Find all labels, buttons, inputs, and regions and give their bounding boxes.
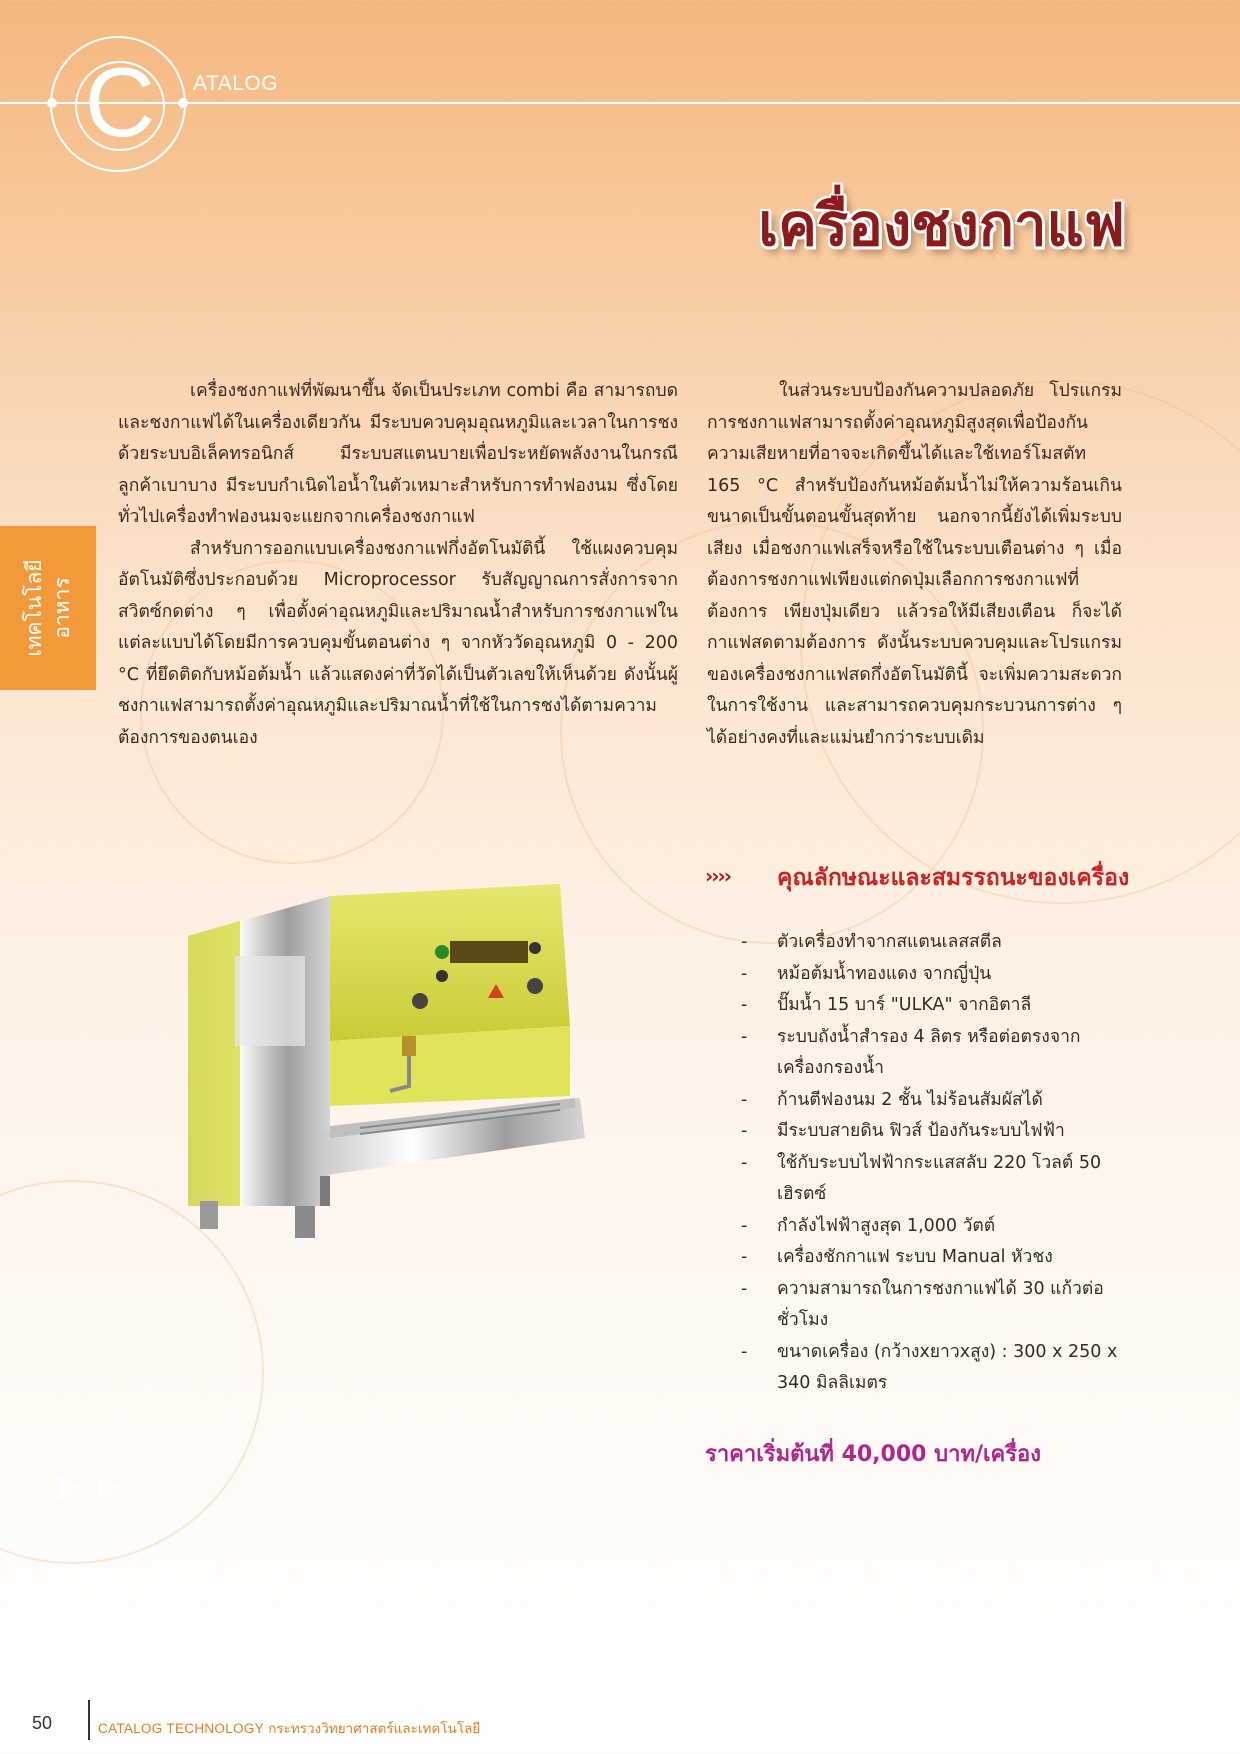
footer-ministry: กระทรวงวิทยาศาสตร์และเทคโนโลยี [268, 1721, 481, 1737]
feature-item: - ระบบถังน้ำสำรอง 4 ลิตร หรือต่อตรงจากเครื่องกรองน้ำ [777, 1022, 1125, 1085]
body-paragraph: เครื่องชงกาแฟที่พัฒนาขึ้น จัดเป็นประเภท combi คือ สามารถบดและชงกาแฟได้ในเครื่องเดียวกัน มีระบบควบคุมอุณหภูมิและเวลาในการชงด้วยระบบอิเล็คทรอนิกส์ มีระบบสแตนบายเพื่อประหยัดพลังงานในกรณีลูกค้าเบาบาง มีระบบกำเนิดไอน้ำในตัวเหมาะสำหรับการทำฟองนม ซึ่งโดยทั่วไปเครื่องทำฟองนมจะแยกจากเครื่องชงกาแฟ [118, 381, 678, 527]
body-right-column [707, 376, 1122, 754]
logo-dot-right [178, 98, 188, 108]
body-left-column [118, 376, 678, 754]
section-arrows-icon: ›››› [705, 864, 730, 888]
category-tab-label [20, 559, 76, 656]
feature-item: - หม้อต้มน้ำทองแดง จากญี่ปุ่น [777, 959, 1125, 991]
category-tab-line1: เทคโนโลยี [22, 559, 46, 657]
page-number: 50 [32, 1713, 53, 1733]
footer-divider [88, 1700, 90, 1740]
logo-dot-left [47, 98, 57, 108]
catalog-label: ATALOG [193, 72, 279, 95]
feature-item: - ขนาดเครื่อง (กว้างxยาวxสูง) : 300 x 250 x 340 มิลลิเมตร [777, 1337, 1125, 1400]
coffee-machine-photo [180, 876, 620, 1266]
feature-item: - ก้านตีฟองนม 2 ชั้น ไม่ร้อนสัมผัสได้ [777, 1085, 1125, 1117]
logo-letter: C [84, 47, 156, 157]
decorative-arrow-icon [98, 1474, 120, 1500]
feature-item: - กำลังไฟฟ้าสูงสุด 1,000 วัตต์ [777, 1211, 1125, 1243]
feature-item: - ตัวเครื่องทำจากสแตนเลสสตีล [777, 927, 1125, 959]
price-text: ราคาเริ่มต้นที่ 40,000 บาท/เครื่อง [705, 1442, 1041, 1467]
body-paragraph: สำหรับการออกแบบเครื่องชงกาแฟกึ่งอัตโนมัตินี้ ใช้แผงควบคุมอัตโนมัติซึ่งประกอบด้วย Microprocessor รับสัญญาณการสั่งการจากสวิตซ์กดต่าง ๆ เพื่อตั้งค่าอุณหภูมิและปริมาณน้ำสำหรับการชงกาแฟในแต่ละแบบได้โดยมีการควบคุมขั้นตอนต่าง ๆ จากหัววัดอุณหภูมิ 0 - 200 °C ที่ยึดติดกับหม้อต้มน้ำ แล้วแสดงค่าที่วัดได้เป็นตัวเลขให้เห็นด้วย ดังนั้นผู้ชงกาแฟสามารถตั้งค่าอุณหภูมิและปริมาณน้ำที่ใช้ในการชงได้ตามความต้องการของตนเอง [118, 538, 678, 748]
decorative-arrow-icon [58, 1474, 80, 1500]
feature-item: - ปั๊มน้ำ 15 บาร์ "ULKA" จากอิตาลี [777, 990, 1125, 1022]
category-tab-line2: อาหาร [50, 577, 74, 639]
page-title: เครื่องชงกาแฟ [758, 191, 1125, 259]
feature-item: - มีระบบสายดิน ฟิวส์ ป้องกันระบบไฟฟ้า [777, 1116, 1125, 1148]
feature-item: - ใช้กับระบบไฟฟ้ากระแสสลับ 220 โวลต์ 50 เฮิรตซ์ [777, 1148, 1125, 1211]
feature-item: - ความสามารถในการชงกาแฟได้ 30 แก้วต่อชั่วโมง [777, 1274, 1125, 1337]
features-heading: คุณลักษณะและสมรรถนะของเครื่อง [777, 865, 1130, 891]
footer-text [98, 1717, 480, 1739]
footer-catalog: CATALOG TECHNOLOGY [98, 1721, 264, 1736]
feature-item: - เครื่องชักกาแฟ ระบบ Manual หัวชง [777, 1242, 1125, 1274]
category-tab [0, 526, 96, 690]
body-paragraph: ในส่วนระบบป้องกันความปลอดภัย โปรแกรมการชงกาแฟสามารถตั้งค่าอุณหภูมิสูงสุดเพื่อป้องกันความเสียหายที่อาจจะเกิดขึ้นได้และใช้เทอร์โมสตัท 165 °C สำหรับป้องกันหม้อต้มน้ำไม่ให้ความร้อนเกินขนาดเป็นขั้นตอนขั้นสุดท้าย นอกจากนี้ยังได้เพิ่มระบบเสียง เมื่อชงกาแฟเสร็จหรือใช้ในระบบเตือนต่าง ๆ เมื่อต้องการชงกาแฟเพียงแต่กดปุ่มเลือกการชงกาแฟที่ต้องการ เพียงปุ่มเดียว แล้วรอให้มีเสียงเตือน ก็จะได้กาแฟสดตามต้องการ ดังนั้นระบบควบคุมและโปรแกรมของเครื่องชงกาแฟสดกึ่งอัตโนมัตินี้ จะเพิ่มความสะดวกในการใช้งาน และสามารถควบคุมกระบวนการต่าง ๆ ได้อย่างคงที่และแม่นยำกว่าระบบเดิม [707, 381, 1122, 748]
features-list [777, 927, 1125, 1400]
